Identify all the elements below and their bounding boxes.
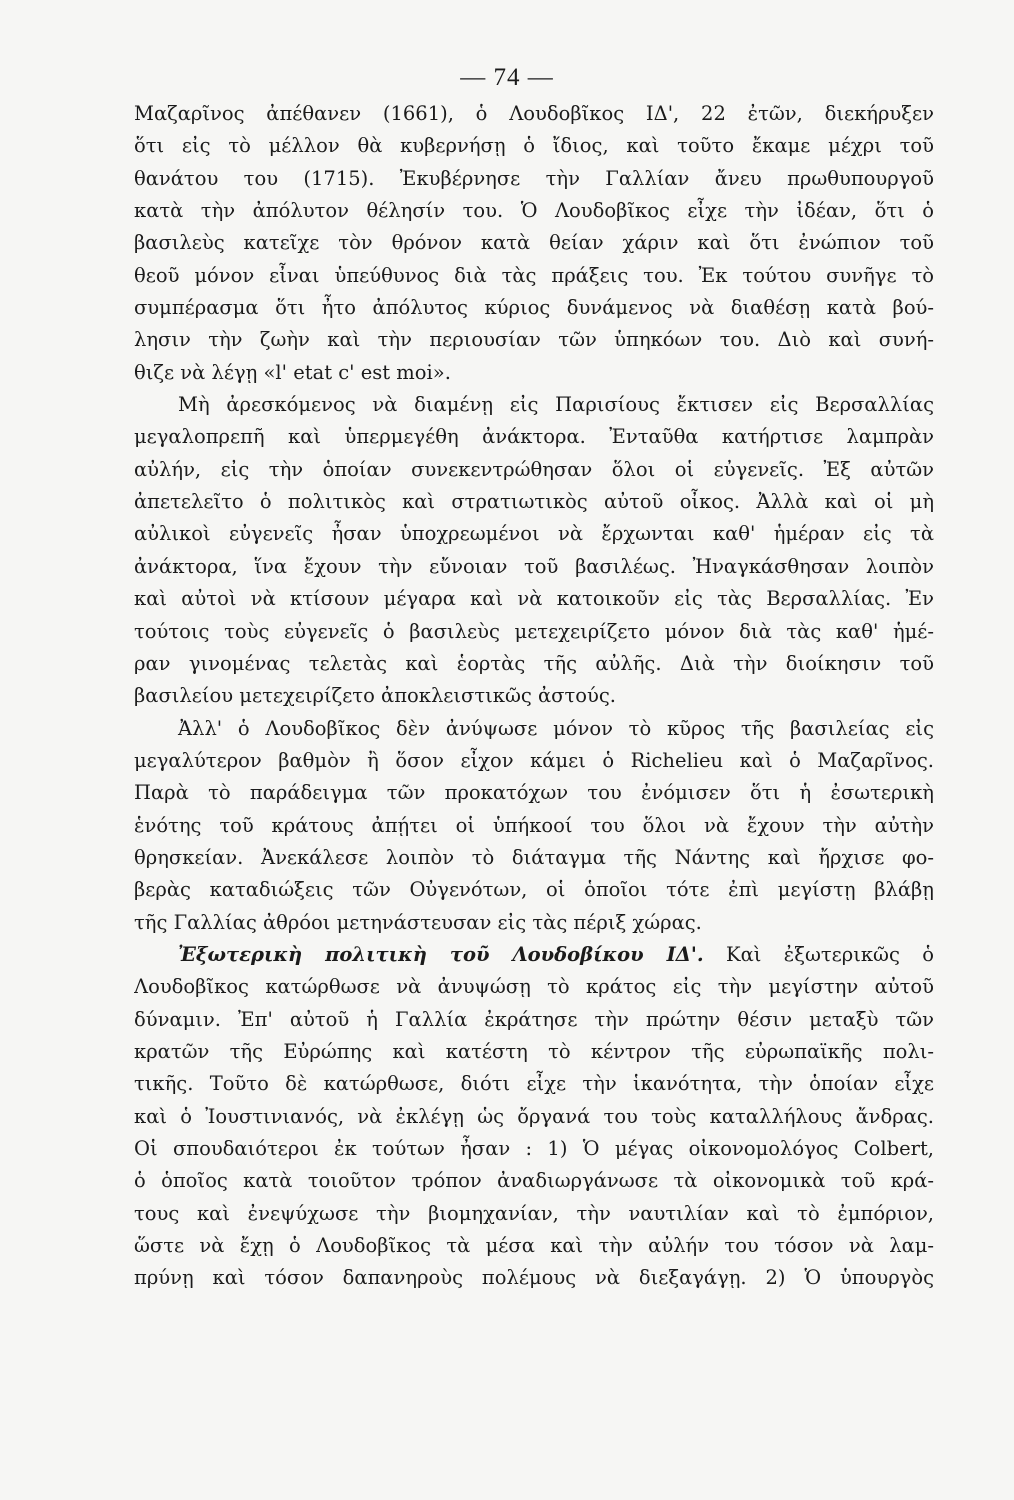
text-line: κρατῶν τῆς Εὐρώπης καὶ κατέστη τὸ κέντρον τῆς εὐρωπαϊκῆς πολι- [134, 1039, 934, 1063]
text-line: ἑνότης τοῦ κράτους ἀπῄτει οἱ ὑπήκοοί του ὅλοι νὰ ἔχουν τὴν αὐτὴν [134, 813, 934, 837]
text-line: συμπέρασμα ὅτι ἦτο ἀπόλυτος κύριος δυνάμενος νὰ διαθέσῃ κατὰ βού- [134, 296, 934, 320]
text-line: ὁ ὁποῖος κατὰ τοιοῦτον τρόπον ἀναδιωργάνωσε τὰ οἰκονομικὰ τοῦ κρά- [134, 1169, 934, 1193]
text-line: θιζε νὰ λέγῃ «l' etat c' est moi». [134, 360, 451, 384]
text-line: θανάτου του (1715). Ἐκυβέρνησε τὴν Γαλλίαν ἄνευ πρωθυπουργοῦ [134, 166, 934, 190]
text-line: ἀπετελεῖτο ὁ πολιτικὸς καὶ στρατιωτικὸς αὐτοῦ οἶκος. Ἀλλὰ καὶ οἱ μὴ [134, 490, 934, 514]
section-heading: Ἐξωτερικὴ πολιτικὴ τοῦ Λουδοβίκου ΙΔ'. [178, 942, 704, 966]
text-line: αὐλικοὶ εὐγενεῖς ἦσαν ὑποχρεωμένοι νὰ ἔρχωνται καθ' ἡμέραν εἰς τὰ [134, 522, 934, 546]
text-line: λησιν τὴν ζωὴν καὶ τὴν περιουσίαν τῶν ὑπηκόων του. Διὸ καὶ συνή- [134, 328, 934, 352]
text-line: κατὰ τὴν ἀπόλυτον θέλησίν του. Ὁ Λουδοβῖκος εἶχε τὴν ἰδέαν, ὅτι ὁ [134, 199, 934, 223]
text-line: μεγαλοπρεπῆ καὶ ὑπερμεγέθη ἀνάκτορα. Ἐνταῦθα κατήρτισε λαμπρὰν [134, 425, 934, 449]
text-line: τους καὶ ἐνεψύχωσε τὴν βιομηχανίαν, τὴν ναυτιλίαν καὶ τὸ ἐμπόριον, [134, 1201, 934, 1225]
text-line: ὅτι εἰς τὸ μέλλον θὰ κυβερνήσῃ ὁ ἴδιος, καὶ τοῦτο ἔκαμε μέχρι τοῦ [134, 134, 934, 158]
text-line: ραν γινομένας τελετὰς καὶ ἑορτὰς τῆς αὐλῆς. Διὰ τὴν διοίκησιν τοῦ [134, 651, 934, 675]
text-line: καὶ αὐτοὶ νὰ κτίσουν μέγαρα καὶ νὰ κατοικοῦν εἰς τὰς Βερσαλλίας. Ἐν [134, 587, 934, 611]
text-line: πρύνῃ καὶ τόσον δαπανηροὺς πολέμους νὰ διεξαγάγῃ. 2) Ὁ ὑπουργὸς [134, 1266, 934, 1290]
text-line: τῆς Γαλλίας ἀθρόοι μετηνάστευσαν εἰς τὰς πέριξ χώρας. [134, 910, 702, 934]
text-line: αὐλήν, εἰς τὴν ὁποίαν συνεκεντρώθησαν ὅλοι οἱ εὐγενεῖς. Ἐξ αὐτῶν [134, 457, 934, 481]
text-line: βασιλεὺς κατεῖχε τὸν θρόνον κατὰ θείαν χάριν καὶ ὅτι ἐνώπιον τοῦ [134, 231, 934, 255]
text-line: καὶ ὁ Ἰουστινιανός, νὰ ἐκλέγῃ ὡς ὄργανά του τοὺς καταλλήλους ἄνδρας. [134, 1104, 934, 1128]
text-line: Λουδοβῖκος κατώρθωσε νὰ ἀνυψώσῃ τὸ κράτος εἰς τὴν μεγίστην αὐτοῦ [134, 975, 934, 999]
text-line: θρησκείαν. Ἀνεκάλεσε λοιπὸν τὸ διάταγμα τῆς Νάντης καὶ ἤρχισε φο- [134, 845, 934, 869]
text-line: ὥστε νὰ ἔχῃ ὁ Λουδοβῖκος τὰ μέσα καὶ τὴν αὐλήν του τόσον νὰ λαμ- [134, 1234, 934, 1258]
text-line: τούτοις τοὺς εὐγενεῖς ὁ βασιλεὺς μετεχειρίζετο μόνον διὰ τὰς καθ' ἡμέ- [134, 619, 934, 643]
text-line: Οἱ σπουδαιότεροι ἐκ τούτων ἦσαν : 1) Ὁ μέγας οἰκονομολόγος Colbert, [134, 1137, 934, 1160]
text-line: Μαζαρῖνος ἀπέθανεν (1661), ὁ Λουδοβῖκος ΙΔ', 22 ἐτῶν, διεκήρυξεν [134, 102, 934, 125]
text-line: Ἀλλ' ὁ Λουδοβῖκος δὲν ἀνύψωσε μόνον τὸ κῦρος τῆς βασιλείας εἰς [178, 716, 934, 740]
body-text [134, 98, 934, 1295]
text-line: Παρὰ τὸ παράδειγμα τῶν προκατόχων του ἐνόμισεν ὅτι ἡ ἐσωτερικὴ [134, 781, 934, 805]
text-line: ἀνάκτορα, ἵνα ἔχουν τὴν εὔνοιαν τοῦ βασιλέως. Ἠναγκάσθησαν λοιπὸν [134, 554, 934, 578]
text-line: βασιλείου μετεχειρίζετο ἀποκλειστικῶς ἀστούς. [134, 684, 616, 708]
section-heading-line [134, 939, 934, 971]
text-line: Μὴ ἀρεσκόμενος νὰ διαμένῃ εἰς Παρισίους ἔκτισεν εἰς Βερσαλλίας [178, 393, 934, 417]
text-line: βερὰς καταδιώξεις τῶν Οὐγενότων, οἱ ὁποῖοι τότε ἐπὶ μεγίστῃ βλάβῃ [134, 878, 934, 902]
section-heading-continuation: Καὶ ἐξωτερικῶς ὁ [703, 942, 934, 966]
text-line: δύναμιν. Ἐπ' αὐτοῦ ἡ Γαλλία ἐκράτησε τὴν πρώτην θέσιν μεταξὺ τῶν [134, 1007, 934, 1031]
text-line: τικῆς. Τοῦτο δὲ κατώρθωσε, διότι εἶχε τὴν ἱκανότητα, τὴν ὁποίαν εἶχε [134, 1072, 934, 1096]
text-line: θεοῦ μόνον εἶναι ὑπεύθυνος διὰ τὰς πράξεις του. Ἐκ τούτου συνῆγε τὸ [134, 263, 934, 287]
page-number: — 74 — [460, 64, 554, 91]
text-line: μεγαλύτερον βαθμὸν ἢ ὅσον εἶχον κάμει ὁ Richelieu καὶ ὁ Μαζαρῖνος. [134, 748, 934, 772]
